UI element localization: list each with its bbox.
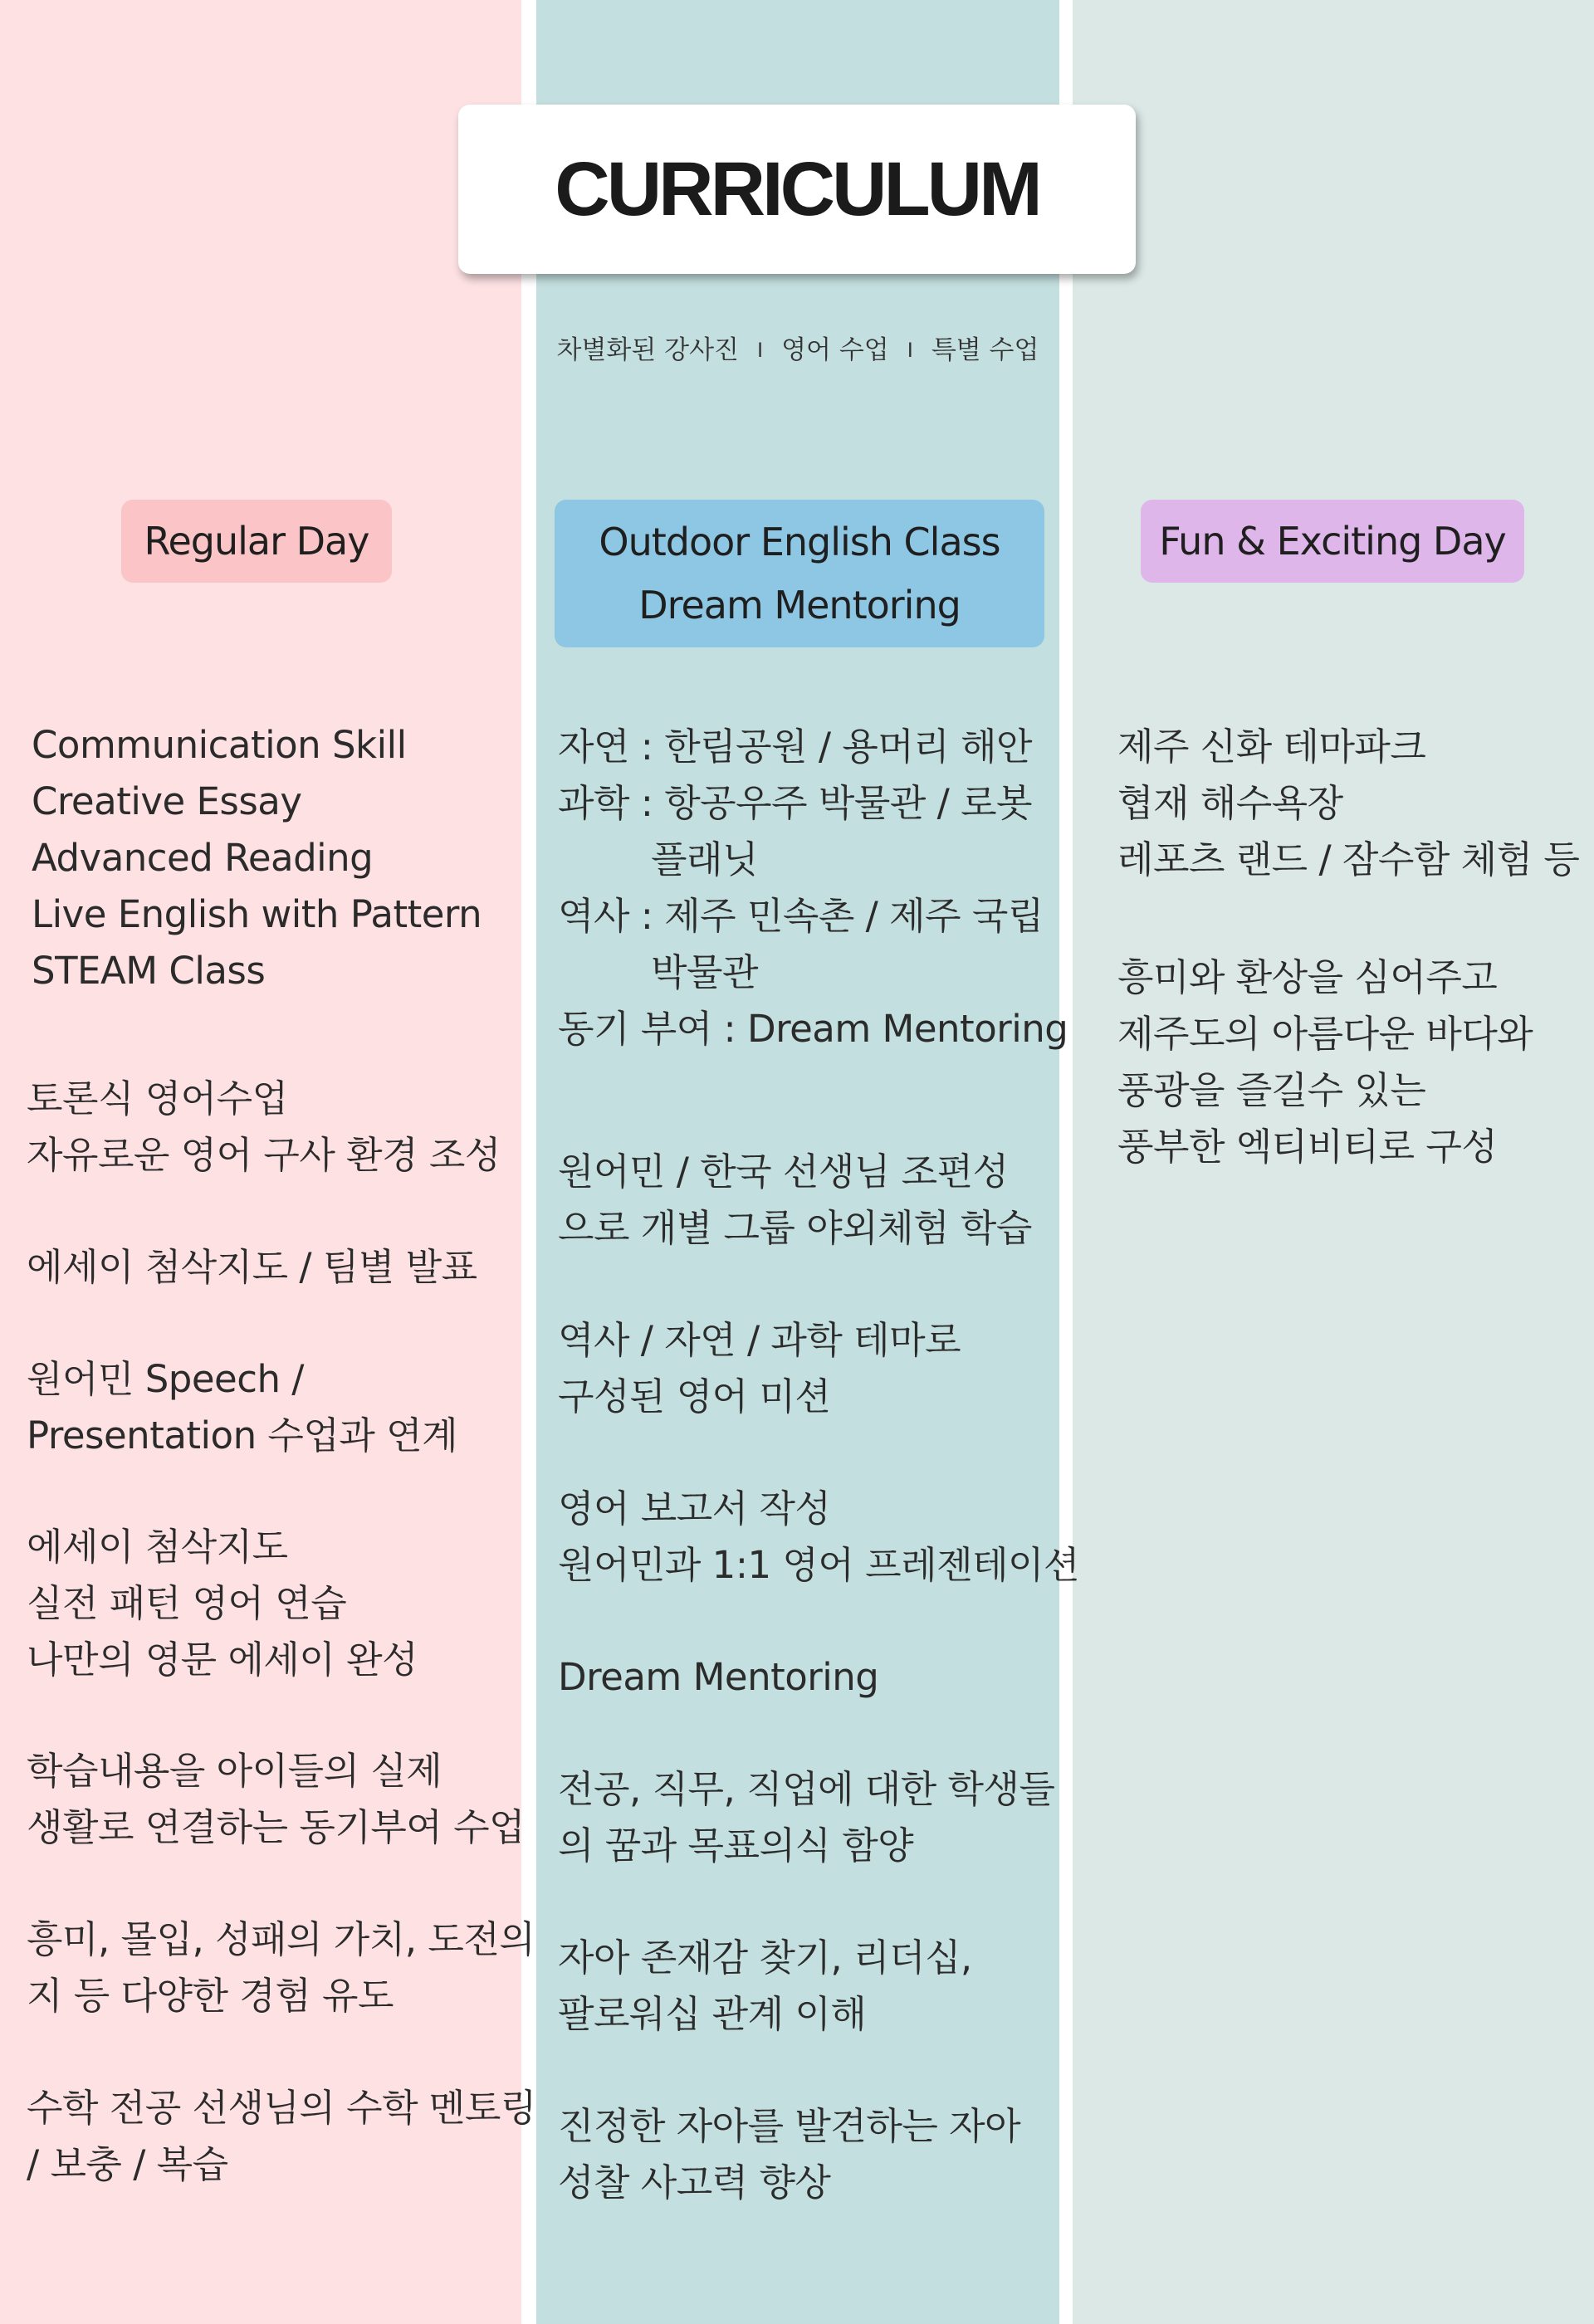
- fun-day-label: Fun & Exciting Day: [1141, 500, 1524, 583]
- regular-day-label: Regular Day: [121, 500, 392, 583]
- text-line: 으로 개별 그룹 야외체험 학습: [558, 1206, 1032, 1250]
- text-line: 영어 보고서 작성: [558, 1487, 831, 1531]
- text-line: / 보충 / 복습: [27, 2142, 228, 2186]
- text-line: 에세이 첨삭지도 / 팀별 발표: [27, 1245, 477, 1289]
- subtitle-item-instructors: 차별화된 강사진: [556, 335, 740, 365]
- text-line: 원어민과 1:1 영어 프레젠테이션: [558, 1543, 1079, 1587]
- text-line: 성찰 사고력 향상: [558, 2160, 831, 2204]
- text-line: STEAM Class: [32, 949, 266, 993]
- text-line: 진정한 자아를 발견하는 자아: [558, 2104, 1021, 2148]
- text-line: 동기 부여 : Dream Mentoring: [558, 1007, 1068, 1051]
- outdoor-class-label-line2: Dream Mentoring: [638, 583, 961, 627]
- text-line: 의 꿈과 목표의식 함양: [558, 1824, 914, 1868]
- text-line: 생활로 연결하는 동기부여 수업: [27, 1805, 526, 1849]
- text-line: 흥미, 몰입, 성패의 가치, 도전의: [27, 1917, 535, 1961]
- text-line: 자유로운 영어 구사 환경 조성: [27, 1133, 501, 1177]
- text-line: 역사 : 제주 민속촌 / 제주 국립: [558, 894, 1044, 938]
- text-line: 플래닛: [651, 837, 758, 881]
- text-line: 자아 존재감 찾기, 리더십,: [558, 1936, 972, 1980]
- text-line: 제주도의 아름다운 바다와: [1117, 1012, 1533, 1056]
- text-line: 풍광을 즐길수 있는: [1117, 1068, 1426, 1112]
- outdoor-block-dream-mentoring: [558, 1649, 878, 1706]
- text-line: 학습내용을 아이들의 실제: [27, 1749, 443, 1793]
- text-line: Live English with Pattern: [32, 892, 482, 936]
- text-line: Advanced Reading: [32, 836, 374, 880]
- text-line: 나만의 영문 에세이 완성: [27, 1638, 418, 1682]
- text-line: 흥미와 환상을 심어주고: [1117, 955, 1498, 999]
- regular-block-essay-practice: [27, 1519, 418, 1688]
- fun-block-places: [1117, 719, 1579, 888]
- subtitle: [536, 329, 1059, 366]
- regular-block-speech: [27, 1351, 457, 1464]
- outdoor-block-career: [558, 1761, 1054, 1874]
- text-line: 구성된 영어 미션: [558, 1374, 831, 1418]
- text-line: 전공, 직무, 직업에 대한 학생들: [558, 1767, 1055, 1811]
- text-line: Presentation 수업과 연계: [27, 1413, 458, 1457]
- text-line: 원어민 Speech /: [27, 1357, 304, 1401]
- text-line: 제주 신화 테마파크: [1117, 725, 1426, 769]
- regular-block-math: [27, 2080, 536, 2193]
- subtitle-item-english: 영어 수업: [781, 335, 889, 365]
- outdoor-block-destinations: [558, 719, 1068, 1057]
- text-line: 원어민 / 한국 선생님 조편성: [558, 1150, 1009, 1194]
- fun-block-description: [1117, 950, 1533, 1175]
- subtitle-item-special: 특별 수업: [931, 335, 1039, 365]
- text-line: 토론식 영어수업: [27, 1077, 288, 1120]
- outdoor-block-leadership: [558, 1930, 972, 2043]
- text-line: 자연 : 한림공원 / 용머리 해안: [558, 725, 1033, 769]
- regular-block-discussion: [27, 1071, 501, 1184]
- outdoor-block-report: [558, 1481, 1079, 1594]
- text-line: 팔로워십 관계 이해: [558, 1992, 867, 2036]
- text-line: Communication Skill: [32, 723, 407, 767]
- text-line: 지 등 다양한 경험 유도: [27, 1974, 394, 2018]
- text-line: Creative Essay: [32, 779, 302, 823]
- page-title: CURRICULUM: [458, 105, 1136, 274]
- subtitle-separator: I: [907, 339, 913, 362]
- regular-block-essay-team: [27, 1239, 477, 1296]
- regular-block-experience: [27, 1911, 535, 2024]
- text-line: 역사 / 자연 / 과학 테마로: [558, 1318, 961, 1362]
- text-line: 레포츠 랜드 / 잠수함 체험 등: [1117, 837, 1580, 881]
- outdoor-block-self: [558, 2098, 1020, 2211]
- text-line: 수학 전공 선생님의 수학 멘토링: [27, 2086, 536, 2130]
- text-line: 실전 패턴 영어 연습: [27, 1581, 347, 1625]
- regular-block-motivation: [27, 1743, 525, 1856]
- outdoor-class-label-line1: Outdoor English Class: [599, 520, 1000, 564]
- outdoor-class-label: [555, 500, 1044, 647]
- text-line: 에세이 첨삭지도: [27, 1525, 288, 1569]
- subtitle-separator: I: [757, 339, 764, 362]
- text-line: 과학 : 항공우주 박물관 / 로봇: [558, 781, 1033, 825]
- text-line: 박물관: [651, 950, 758, 994]
- regular-block-subjects: [32, 717, 482, 999]
- outdoor-block-mission: [558, 1312, 961, 1425]
- text-line: Dream Mentoring: [558, 1655, 879, 1699]
- text-line: 풍부한 엑티비티로 구성: [1117, 1125, 1498, 1169]
- outdoor-block-groups: [558, 1144, 1032, 1257]
- text-line: 협재 해수욕장: [1117, 781, 1343, 825]
